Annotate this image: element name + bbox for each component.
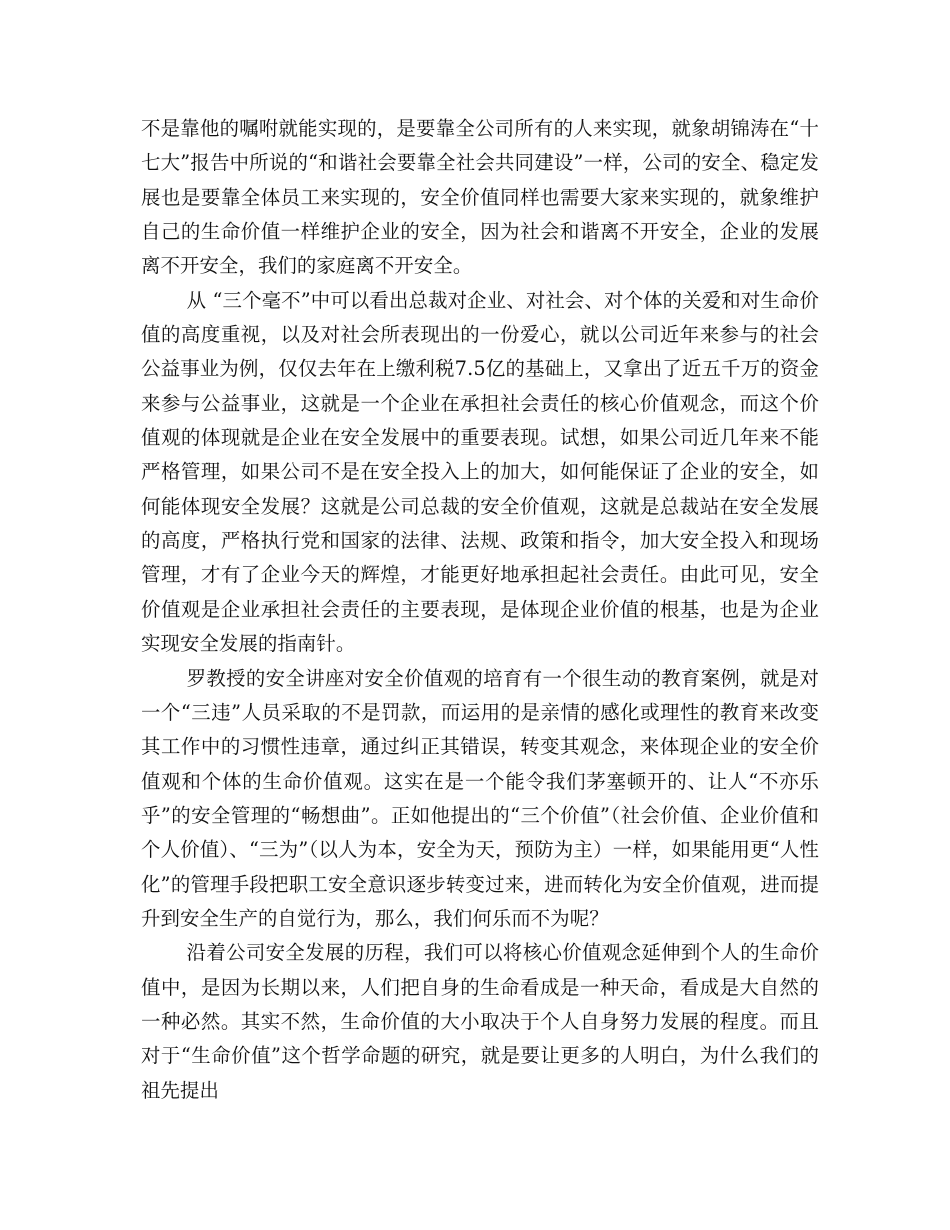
document-body [141,112,819,1108]
paragraph-3: 罗教授的安全讲座对安全价值观的培育有一个很生动的教育案例，就是对一个“三违”人员采取的不是罚款，而运用的是亲情的感化或理性的教育来改变其工作中的习惯性违章，通过纠正其错误，转变其观念，来体现企业的安全价值观和个体的生命价值观。这实在是一个能令我们茅塞顿开的、让人“不亦乐乎”的安全管理的“畅想曲”。正如他提出的“三个价值”（社会价值、企业价值和个人价值）、“三为”（以人为本，安全为天，预防为主）一样，如果能用更“人性化”的管理手段把职工安全意识逐步转变过来，进而转化为安全价值观，进而提升到安全生产的自觉行为，那么，我们何乐而不为呢？ [141,666,819,930]
paragraph-2: 从 “三个毫不”中可以看出总裁对企业、对社会、对个体的关爱和对生命价值的高度重视，以及对社会所表现出的一份爱心，就以公司近年来参与的社会公益事业为例，仅仅去年在上缴利税7.5亿的基础上，又拿出了近五千万的资金来参与公益事业，这就是一个企业在承担社会责任的核心价值观念，而这个价值观的体现就是企业在安全发展中的重要表现。试想，如果公司近几年来不能严格管理，如果公司不是在安全投入上的加大，如何能保证了企业的安全，如何能体现安全发展？这就是公司总裁的安全价值观，这就是总裁站在安全发展的高度，严格执行党和国家的法律、法规、政策和指令，加大安全投入和现场管理，才有了企业今天的辉煌，才能更好地承担起社会责任。由此可见，安全价值观是企业承担社会责任的主要表现，是体现企业价值的根基，也是为企业实现安全发展的指南针。 [141,288,819,656]
paragraph-1: 不是靠他的嘱咐就能实现的，是要靠全公司所有的人来实现，就象胡锦涛在“十七大”报告中所说的“和谐社会要靠全社会共同建设”一样，公司的安全、稳定发展也是要靠全体员工来实现的，安全价值同样也需要大家来实现的，就象维护自己的生命价值一样维护企业的安全，因为社会和谐离不开安全，企业的发展离不开安全，我们的家庭离不开安全。 [141,117,819,278]
paragraph-4: 沿着公司安全发展的历程，我们可以将核心价值观念延伸到个人的生命价值中，是因为长期以来，人们把自身的生命看成是一种天命，看成是大自然的一种必然。其实不然，生命价值的大小取决于个人自身努力发展的程度。而且对于“生命价值”这个哲学命题的研究，就是要让更多的人明白，为什么我们的祖先提出 [141,941,819,1102]
